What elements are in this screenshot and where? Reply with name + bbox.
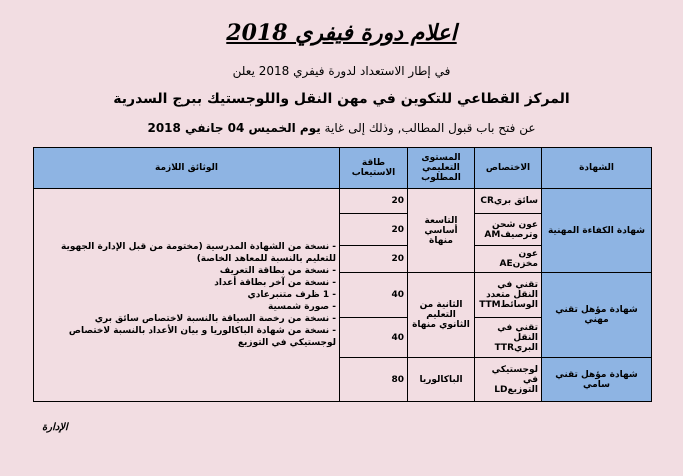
document-item: - نسخة من رخصة السياقة بالنسبة لاختصاص سائق بري [94,314,336,324]
documents-cell [34,189,340,402]
header-capacity: طاقة الاستيعاب [340,148,408,189]
document-item: - نسخة من شهادة الباكالوريا و بيان الأعداد بالنسبة لاختصاص لوجستيكي في التوزيع [68,326,336,348]
capacity-cell: 20 [340,214,408,246]
certificate-cell: شهادة مؤهل تقني مهني [542,273,652,358]
header-documents: الوثائق اللازمة [34,148,340,189]
document-item: - صورة شمسية [267,302,336,312]
specialty-cell: عون شحن وترصيفAM [475,214,542,246]
header-level: المستوى التعليمي المطلوب [408,148,475,189]
intro-line: في إطار الاستعداد لدورة فيفري 2018 يعلن [232,64,451,78]
header-specialty: الاختصاص [475,148,542,189]
deadline-line [0,121,683,135]
specialty-cell: تقني في النقل البريTTR [475,318,542,358]
deadline-date: يوم الخميس 04 جانفي 2018 [147,121,321,135]
certificate-cell: شهادة الكفاءة المهنية [542,189,652,273]
level-cell: التاسعة أساسي منهاة [408,189,475,273]
capacity-cell: 80 [340,358,408,402]
capacity-cell: 40 [340,273,408,318]
certificate-cell: شهادة مؤهل تقني سامي [542,358,652,402]
programs-table [33,147,652,402]
deadline-prefix: عن فتح باب قبول المطالب, وذلك إلى غاية [320,121,536,135]
signature: الإدارة [42,422,68,433]
document-item: - نسخة من الشهادة المدرسية (مختومة من قبل الإدارة الجهوية للتعليم بالنسبة للمعاهد الخاصة) [61,242,336,264]
capacity-cell: 20 [340,246,408,273]
document-item: - نسخة من آخر بطاقة أعداد [214,278,336,288]
specialty-cell: عون مخزنAE [475,246,542,273]
table-row [34,189,652,214]
specialty-cell: سائق بريCR [475,189,542,214]
capacity-cell: 40 [340,318,408,358]
level-cell: الباكالوريا [408,358,475,402]
level-cell: الثانية من التعليم الثانوي منهاة [408,273,475,358]
table-header-row [34,148,652,189]
document-item: - نسخة من بطاقة التعريف [219,266,336,276]
header-certificate: الشهادة [542,148,652,189]
center-name: المركز القطاعي للتكوين في مهن النقل واللوجستيك ببرج السدرية [113,91,570,107]
page-title: اعلام دورة فيفري 2018 [226,20,457,46]
capacity-cell: 20 [340,189,408,214]
specialty-cell: لوجستيكي في التوزيعLD [475,358,542,402]
specialty-cell: تقني في النقل متعدد الوسائطTTM [475,273,542,318]
document-item: - 1 ظرف متنبرعادي [247,290,336,300]
